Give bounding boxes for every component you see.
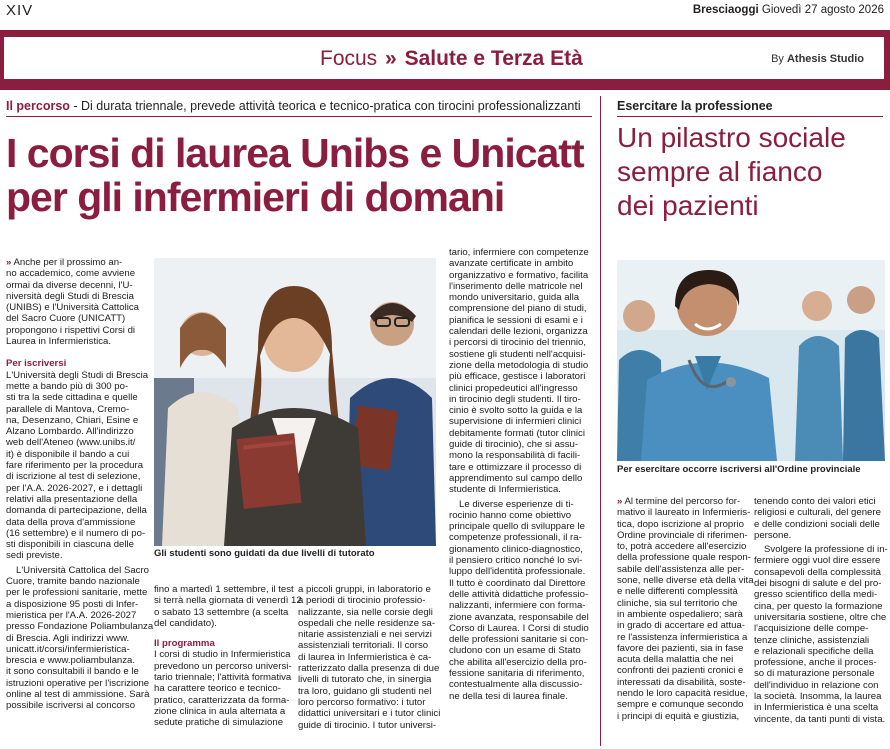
text-line: Svolgere la professione di in-: [764, 544, 888, 556]
text-line: avanzate certificate in ambito: [449, 258, 574, 270]
text-line: fessione sanitaria di riferimento,: [449, 667, 585, 679]
side-headline: [617, 121, 885, 223]
text-line: clinici propedeutici all'ingresso: [449, 382, 578, 394]
text-line: fare riferimento per la procedura: [6, 460, 144, 472]
text-line: sedi previste.: [6, 550, 63, 562]
issue-date: Giovedì 27 agosto 2026: [761, 4, 884, 16]
text-line: assistenziali territoriali. Il corso: [298, 640, 429, 652]
text-line: sempre e comunque secondo: [617, 699, 744, 711]
text-line: L'Università Cattolica del Sacro: [16, 564, 150, 576]
text-line: Alzano Lombardo. All'indirizzo: [6, 426, 134, 438]
text-line: comprensione del piano di studi,: [449, 303, 587, 315]
text-line: zione clinica in aula alternata a: [154, 705, 286, 717]
text-line: data della prova d'ammissione: [6, 516, 136, 528]
text-line: ne della tesi di laurea finale.: [449, 690, 568, 702]
text-line: per le professioni sanitarie, mette: [6, 587, 148, 599]
text-line: Le diverse esperienze di ti-: [459, 498, 574, 510]
text-line: acuta della malattia che nei: [617, 654, 734, 666]
text-line: apprendimento sul campo dello: [449, 472, 583, 484]
text-line: a periodi di tirocinio professio-: [298, 595, 426, 607]
text-line: in Infermieristica è una scelta: [754, 702, 879, 714]
text-line: professione, anche il proces-: [754, 657, 877, 669]
text-line: sedute pratiche di simulazione: [154, 717, 284, 729]
double-chevron-icon: »: [6, 257, 12, 268]
text-line: mette a bando più di 300 po-: [6, 380, 129, 392]
text-line: in grado di accertare ed attua-: [617, 620, 745, 632]
text-line: gresso scientifico della medi-: [754, 589, 878, 601]
text-line: del Sacro Cuore (UNICATT): [6, 313, 126, 325]
text-line: delle professioni sanitarie si con-: [449, 634, 589, 646]
kicker-text: - Di durata triennale, prevede attività teorica e tecnico-pratica con tirocini professionalizzanti: [69, 99, 581, 113]
text-line: so di maturazione personale: [754, 668, 875, 680]
text-line: sabile dell'assistenza alle per-: [617, 563, 745, 575]
text-line: Cuore, tramite bando nazionale: [6, 576, 140, 588]
article-column-2: [154, 584, 302, 729]
nurse-illustration: [617, 260, 885, 461]
text-line: tare e ottimizzare il processo di: [449, 461, 582, 473]
text-line: guide di tirocinio), che si assu-: [449, 439, 579, 451]
page-number: XIV: [6, 2, 34, 19]
text-line: e delle condizioni sociali delle: [754, 518, 880, 530]
text-line: prevedono un percorso universi-: [154, 660, 292, 672]
text-line: tario triennale; l'attività formativa: [154, 672, 292, 684]
text-line: L'Università degli Studi di Brescia: [6, 369, 149, 381]
article-column-1: [6, 257, 154, 712]
text-line: cludono con un esame di Stato: [449, 645, 581, 657]
headline-line: sempre al fianco: [617, 156, 823, 187]
text-line: ospedali che nelle residenze sa-: [298, 617, 436, 629]
text-line: supervisione di infermieri clinici: [449, 416, 582, 428]
text-line: sti tra la sede cittadina e quelle: [6, 392, 138, 404]
byline-name: Athesis Studio: [786, 53, 864, 65]
text-line: più efficace, gestisce i laboratori: [449, 371, 586, 383]
text-line: sti disponibili in ciascuna delle: [6, 539, 134, 551]
text-line: universitaria sostiene, oltre che: [754, 611, 887, 623]
text-line: fermiere oggi vuol dire essere: [754, 555, 881, 567]
text-line: dell'individuo in relazione con: [754, 679, 879, 691]
text-line: organizzativo e formativo, facilita: [449, 269, 589, 281]
text-line: (16 settembre) e il numero di po-: [6, 527, 146, 539]
text-line: Corso di Laurea. I Corsi di studio: [449, 622, 589, 634]
text-line: Il tutto è coordinato dal Direttore: [449, 577, 586, 589]
text-line: fino a martedì 1 settembre, il test: [154, 584, 294, 595]
headline-line: I corsi di laurea Unibs e Unicatt: [6, 130, 584, 176]
text-line: brescia e www.poliambulanza.: [6, 655, 136, 667]
text-line: presso Fondazione Poliambulanza: [6, 621, 154, 633]
text-line: tenze cliniche, assistenziali: [754, 634, 870, 646]
text-line: online al test di ammissione. Sarà: [6, 688, 150, 700]
text-line: relativi alla presentazione della: [6, 493, 138, 505]
text-line: propongono i rispettivi Corsi di: [6, 324, 136, 336]
text-line: it) è disponibile il bando a cui: [6, 448, 130, 460]
text-line: interessati da disabilità, soste-: [617, 676, 746, 688]
text-line: per l'A.A. 2026-2027, e i dettagli: [6, 482, 143, 494]
nurse-photo: [617, 260, 885, 461]
text-line: ha carattere teorico e tecnico-: [154, 683, 281, 695]
section-band: [0, 30, 890, 90]
text-line: Ordine provinciale di riferimen-: [617, 529, 748, 541]
text-line: a piccoli gruppi, in laboratorio e: [298, 584, 431, 595]
text-line: istruzioni operative per l'iscrizione: [6, 677, 150, 689]
text-line: studente di Infermieristica.: [449, 484, 561, 496]
kicker-label: Il percorso: [6, 99, 70, 113]
newspaper-name: Bresciaoggi: [692, 4, 759, 16]
text-line: a disposizione 95 posti di Infer-: [6, 598, 139, 610]
text-line: rocinio hanno come obiettivo: [449, 509, 572, 521]
text-line: e nelle differenti complessità: [617, 586, 738, 598]
text-line: nalizzante, sia nelle corsie degli: [298, 606, 433, 618]
text-line: re l'assistenza infermieristica a: [617, 631, 748, 643]
double-chevron-icon: »: [617, 496, 623, 507]
photo-caption: Gli studenti sono guidati da due livelli di tutorato: [154, 548, 375, 559]
text-line: sostiene gli studenti nell'acquisi-: [449, 348, 586, 360]
text-line: » Anche per il prossimo an-: [6, 257, 123, 268]
text-line: principale quello di sviluppare le: [449, 521, 585, 533]
side-kicker: Esercitare la professionee: [617, 99, 773, 113]
text-line: loro percorso formativo: i tutor: [298, 696, 426, 708]
students-illustration: [154, 258, 436, 546]
text-line: della professione quale respon-: [617, 552, 751, 564]
text-line: (UNIBS) e l'Università Cattolica: [6, 302, 139, 314]
headline-line: Un pilastro sociale: [617, 122, 846, 153]
side-column-2: [754, 496, 886, 725]
text-line: luppo dell'identità professionale.: [449, 566, 586, 578]
text-line: domanda di partecipazione, della: [6, 505, 147, 517]
section-title: [320, 47, 583, 71]
text-line: parallele di Mantova, Cremo-: [6, 403, 130, 415]
text-line: sone, nelle diverse età della vita: [617, 575, 754, 587]
text-line: tenendo conto dei valori etici: [754, 496, 876, 507]
text-line: zione avanzata, responsabile del: [449, 611, 589, 623]
text-line: Laurea in Infermieristica.: [6, 336, 112, 348]
article-column-3: [298, 584, 442, 731]
text-line: pratico, caratterizzata da forma-: [154, 694, 290, 706]
text-line: cliniche, sia sul territorio che: [617, 597, 738, 609]
text-line: e relazionali specifiche della: [754, 645, 874, 657]
page-header: [0, 0, 890, 22]
text-line: to, potrà accedere all'esercizio: [617, 541, 747, 553]
article-column-4: [449, 247, 595, 702]
text-line: possibile iscriversi al concorso: [6, 700, 136, 712]
text-line: it sono consultabili il bando e le: [6, 666, 139, 678]
section-band-inner: [4, 37, 884, 83]
text-line: nendo le loro capacità residue,: [617, 688, 748, 700]
text-line: I corsi di studio in Infermieristica: [154, 649, 291, 661]
byline: [771, 53, 864, 65]
text-line: mieristica per l'A.A. 2026-2027: [6, 609, 137, 621]
text-line: zione della metodologia di studio: [449, 359, 589, 371]
text-line: gionamento clinico-diagnostico,: [449, 543, 583, 555]
text-line: l'inserimento delle matricole nel: [449, 280, 583, 292]
text-line: favore dei pazienti, sia in fase: [617, 642, 744, 654]
text-line: i principi di equità e giustizia,: [617, 710, 740, 722]
text-line: tario, infermiere con competenze: [449, 247, 589, 258]
main-headline: [6, 131, 596, 219]
text-line: ormai da diverse decenni, l'U-: [6, 279, 133, 291]
text-line: nitarie assistenziali e nei servizi: [298, 629, 432, 641]
text-line: persone.: [754, 529, 792, 541]
text-line: l'acquisizione delle compe-: [754, 623, 869, 635]
text-line: tica, dopo iscrizione al proprio: [617, 518, 744, 530]
text-line: pianifica le sessioni di esami e i: [449, 314, 583, 326]
byline-prefix: By: [771, 53, 784, 65]
text-line: cinio è svolto sotto la guida e la: [449, 405, 583, 417]
side-kicker-rule: [617, 116, 883, 117]
text-line: nalizzanti, infermiere con forma-: [449, 600, 586, 612]
text-line: competenze professionali, il ra-: [449, 532, 582, 544]
text-line: ratterizzato dalla presenza di due: [298, 663, 440, 675]
text-line: tra loro, guidano gli studenti nel: [298, 685, 432, 697]
text-line: confronti dei pazienti cronici e: [617, 665, 744, 677]
text-line: mono la responsabilità di facili-: [449, 450, 581, 462]
text-line: » Al termine del percorso for-: [617, 496, 741, 507]
text-line: no accademico, come avviene: [6, 268, 136, 280]
text-line: in ambiente ospedaliero; sarà: [617, 608, 743, 620]
text-line: che abilita all'esercizio della pro-: [449, 656, 587, 668]
text-line: calendari delle lezioni, organizza: [449, 326, 588, 338]
text-line: vincente, da tanti punti di vista.: [754, 713, 886, 725]
masthead: [693, 4, 884, 16]
text-line: na, Desenzano, Chiari, Esine e: [6, 414, 139, 426]
students-photo: [154, 258, 436, 546]
text-line: guide di tirocinio. I tutor universi-: [298, 719, 437, 731]
text-line: consapevoli della complessità: [754, 566, 881, 578]
text-line: religiosi e culturali, del genere: [754, 507, 881, 519]
text-line: unicatt.it/corsi/infermieristica-: [6, 643, 130, 655]
text-line: dei bisogni di salute e del pro-: [754, 578, 882, 590]
kicker-rule: [6, 116, 592, 117]
section-topic: Salute e Terza Età: [404, 47, 583, 70]
headline-line: dei pazienti: [617, 190, 759, 221]
text-line: di laurea in Infermieristica è ca-: [298, 651, 432, 663]
text-line: si terrà nella giornata di venerdì 12: [154, 595, 302, 607]
text-line: del candidato).: [154, 617, 217, 629]
text-line: didattici universitari e i tutor clinici: [298, 708, 441, 720]
focus-label: Focus: [320, 47, 378, 70]
text-line: in tirocinio degli studenti. Il tiro-: [449, 393, 581, 405]
side-column-1: [617, 496, 754, 722]
text-line: mondo universitario, guida alla: [449, 292, 580, 304]
text-line: mativo il laureato in Infermieris-: [617, 507, 751, 519]
double-chevron-icon: »: [385, 47, 397, 70]
text-line: di Brescia. Agli indirizzi www.: [6, 632, 130, 644]
text-line: i percorsi di tirocinio del triennio,: [449, 337, 587, 349]
text-line: livelli di tutorato che, in sinergia: [298, 674, 432, 686]
text-line: contestualmente alla discussio-: [449, 679, 583, 691]
main-kicker: [6, 99, 581, 113]
side-photo-caption: Per esercitare occorre iscriversi all'Ordine provinciale: [617, 464, 861, 475]
text-line: delle attività didattiche professio-: [449, 588, 589, 600]
text-line: niversità degli Studi di Brescia: [6, 290, 134, 302]
text-line: di iscrizione al test di selezione,: [6, 471, 141, 483]
headline-line: per gli infermieri di domani: [6, 174, 505, 220]
text-line: debitamente formati (tutor clinici: [449, 427, 585, 439]
text-line: la società. Insomma, la laurea: [754, 691, 882, 703]
subhead: Il programma: [154, 638, 215, 650]
subhead: Per iscriversi: [6, 358, 67, 370]
text-line: o sabato 13 settembre (a scelta: [154, 606, 289, 618]
text-line: il pensiero critico nonché lo svi-: [449, 555, 583, 567]
text-line: web dell'Ateneo (www.unibs.it/: [6, 437, 136, 449]
column-divider: [600, 96, 601, 746]
text-line: cina, per questo la formazione: [754, 600, 883, 612]
